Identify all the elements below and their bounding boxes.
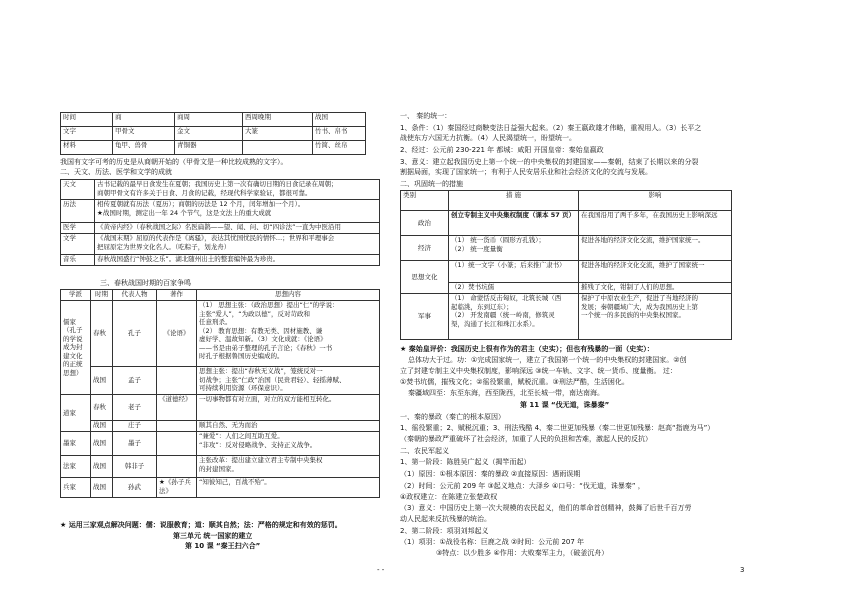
measure-cell: 创立专制主义中央集权制度（课本 57 页）: [449, 211, 579, 236]
content-cell: [197, 432, 380, 456]
school-name: 法家: [61, 456, 91, 478]
section-heading: 一、秦的暴政（秦亡的根本原因）: [400, 413, 505, 421]
person-cell: 孙武: [113, 478, 157, 498]
measure-cell: [449, 236, 579, 261]
table-cell: 龟甲、兽骨: [113, 141, 175, 155]
effect-cell: [579, 294, 732, 340]
text-line: 立了封建专制主义中央集权制度，影响深远 ③统一车轨、文字、统一货币、度量衡。 过：: [400, 367, 677, 375]
school-name: 墨家: [61, 432, 91, 456]
content-line: 把屈原定为世界文化名人。（吃粽子，划龙舟）: [97, 242, 231, 251]
table-cell: 战国: [313, 113, 366, 127]
row-label: 音乐: [61, 255, 95, 266]
content-line: 《黄帝内经》（春秋战国之际）名医扁鹊——望、闻、问、切“四诊法”一直为中医沿用: [97, 223, 341, 231]
table-row: [61, 395, 380, 421]
person-cell: 墨子: [113, 432, 157, 456]
column-header: 学派: [61, 290, 91, 301]
table-row: [61, 421, 380, 432]
content-line: （1） 统一货币（圆形方孔钱）；: [451, 236, 545, 244]
measure-cell: （2）焚书坑儒: [449, 283, 579, 294]
table-row: [401, 261, 732, 283]
table-header-row: [401, 191, 732, 211]
content-line: “兼爱”：人们之间互助互爱。: [199, 432, 284, 440]
content-line: 思想主张：提出“春秋无义战”，笼统反对一: [199, 367, 323, 375]
content-line: （1） 思想主张：（政治思想）提出“仁”的学说：: [199, 301, 339, 309]
content-line: （2） 教育思想：有教无类、因材施教、谦: [199, 326, 323, 335]
category-cell: 政治: [401, 211, 449, 236]
content-cell: [197, 367, 380, 395]
text-line: （3）意义：中国历史上第一次大规模的农民起义，他们的革命首创精神，鼓舞了后世千百万劳: [400, 504, 692, 512]
unit-title: 第三单元 统一国家的建立: [173, 532, 253, 540]
table-row: [61, 255, 380, 266]
table-row: [61, 456, 380, 478]
content-line: 《战国末期》屈原的代表作是《离骚》，表达其忧国忧民的情怀…；世界和平理事会: [97, 234, 335, 242]
table-cell: 西周晚期: [243, 113, 313, 127]
content-line: 发展；秦朝疆域广大，成为我国历史上第: [581, 302, 698, 311]
row-label: 文学: [61, 234, 95, 255]
row-label: 历法: [61, 200, 95, 223]
evaluation-title: ★ 秦始皇评价：我国历史上很有作为的君主（史实）；但也有残暴的一面（史实）：: [400, 345, 654, 353]
section-heading: 二、天文、历法、医学和文学的成就: [60, 168, 172, 176]
table-cell: 时间: [61, 113, 113, 127]
text-line: ④政权建立：在陈建立张楚政权: [400, 493, 498, 501]
table-cell: 竹简、丝帛: [313, 141, 366, 155]
row-label: 医学: [61, 223, 95, 234]
effect-cell: 在我国沿用了两千多年，在我国历史上影响深远: [579, 211, 732, 236]
table-row: [61, 127, 366, 141]
work-cell: [157, 432, 197, 456]
lesson-title: 第 11 课 “伐无道，诛暴秦”: [520, 401, 610, 409]
period-cell: 战国: [91, 421, 113, 432]
text-line: 割据局面，实现了国家统一；有利于人民安居乐业和社会经济文化的交流与发展。: [400, 168, 652, 176]
table-row: [61, 113, 366, 127]
school-name: 兵家: [61, 478, 91, 498]
content-line: 相传夏朝就有历法（夏历）；商朝的历法是 12 个月，闰年增加一个月）。: [97, 200, 305, 208]
content-line: （1） 命蒙恬反击匈奴，北筑长城（西: [451, 294, 562, 302]
content-line: 商朝甲骨文有许多关于日食、月食的记载，经现代科学家验证，都很可靠。: [97, 188, 312, 197]
table-cell: 甲骨文: [113, 127, 175, 141]
content-line: 时孔子根据鲁国历史编成的。: [199, 352, 284, 360]
table-cell: 竹书、帛书: [313, 127, 366, 141]
table-row: [61, 367, 380, 395]
text-line: 3、意义：建立起我国历史上第一个统一的中央集权的封建国家——秦朝，结束了长期以来的分裂: [400, 158, 699, 166]
text-line: 秦疆域四至：东至东海，西至陇西，北至长城一带，南达南海。: [408, 389, 604, 397]
row-content: [95, 180, 380, 200]
table-row: [61, 180, 380, 200]
row-content: [95, 234, 380, 255]
period-cell: 战国: [91, 432, 113, 456]
content-line: 虚好学、温故知新。（3）文化成就：《论语》: [199, 335, 327, 343]
table-row: [401, 294, 732, 340]
text-line: （秦朝的暴政严重破坏了社会经济，加重了人民的负担和苦难，激起人民的反抗）: [400, 435, 652, 443]
effect-cell: 促进各地的经济文化交流，维护了国家统一: [579, 261, 732, 283]
achievements-table: [60, 179, 380, 266]
content-cell: 顺其自然、无为而治: [197, 421, 380, 432]
school-name: 道家: [61, 395, 91, 432]
text-line: 1、第一阶段：陈胜吴广起义（揭竿而起）: [400, 458, 531, 466]
table-cell: 商周: [175, 113, 243, 127]
table-row: [61, 432, 380, 456]
table-cell: 文字: [61, 127, 113, 141]
text-line: 2、第二阶段：项羽刘邦起义: [400, 527, 489, 535]
period-cell: 春秋: [91, 301, 113, 367]
hundred-schools-table: [60, 289, 380, 498]
section-heading: 一、 秦的统一：: [400, 112, 452, 120]
table-row: [401, 236, 732, 261]
table-row: [61, 141, 366, 155]
person-cell: 庄子: [113, 421, 157, 432]
content-line: 主张“爱人”，“为政以德”，反对苛政和: [199, 309, 310, 318]
content-line: 保护了中原农业生产，促进了当地经济的: [581, 294, 698, 302]
text-line: ①焚书坑儒，摧残文化；②徭役繁重，赋税沉重。③刑法严酷，生活困化。: [400, 378, 629, 386]
table-cell: 材料: [61, 141, 113, 155]
table-cell: 商: [113, 113, 175, 127]
text-line: 总体功大于过。功：①完成国家统一，建立了我国第一个统一的中央集权的封建国家。②创: [408, 356, 687, 364]
person-cell: 孟子: [113, 367, 157, 395]
effect-cell: 促进各地的经济文化交流，维护国家统一。: [579, 236, 732, 261]
script-note: 我国有文字可考的历史是从商朝开始的（甲骨文是一种比较成熟的文字）。: [60, 158, 288, 166]
period-cell: 战国: [91, 478, 113, 498]
column-header: 类别: [401, 191, 449, 211]
text-line: 1、徭役繁重；2、赋税沉重；3、刑法残酷 4、秦二世更加残暴（秦二世更加残暴：赵高“指鹿为马”）: [400, 424, 715, 432]
category-cell: 军事: [401, 294, 449, 340]
person-cell: 孔子: [113, 301, 157, 367]
row-label: 天文: [61, 180, 95, 200]
content-line: 古书记载的最早日食发生在夏朝；我国历史上第一次有确切日期的日食记录在周朝；: [97, 180, 338, 188]
text-line: 动人民起来反抗残暴的统治。: [400, 515, 491, 523]
work-cell: 《论语》: [157, 301, 197, 367]
lesson-title: 第 10 课 “秦王扫六合”: [185, 542, 261, 550]
content-line: （2） 开发南疆（统一岭南，修筑灵: [451, 311, 555, 319]
work-cell: 《道德经》: [157, 395, 197, 421]
script-evolution-table: [60, 112, 366, 155]
page-number-left: - -: [377, 566, 385, 574]
column-header: 思想内容: [197, 290, 380, 301]
measure-cell: （1）统一文字（小篆；后来推广隶书）: [449, 261, 579, 283]
school-name: 儒家（孔子的学说成为封建文化的正统思想）: [61, 301, 91, 395]
content-cell: “知彼知己，百战不殆”。: [197, 478, 380, 498]
text-line: （1）原因：①根本原因：秦的暴政 ②直接原因：遇雨误期: [400, 470, 581, 478]
content-line: 起临洮，东到辽东）；: [451, 302, 513, 311]
content-line: 春秋战国盛行“钟鼓之乐”。湖北随州出土的整套编钟最为珍贵。: [97, 255, 280, 263]
content-line: 任意刑杀。: [199, 318, 232, 326]
content-cell: 一切事物都有对立面，对立的双方能相互转化。: [197, 395, 380, 421]
row-content: [95, 255, 380, 266]
row-content: [95, 223, 380, 234]
content-line: 可持续利用资源（环保意识）。: [199, 384, 287, 392]
table-cell: 青铜器: [175, 141, 243, 155]
table-row: [401, 211, 732, 236]
column-header: 时期: [91, 290, 113, 301]
period-cell: 战国: [91, 456, 113, 478]
table-row: [61, 200, 380, 223]
person-cell: 韩非子: [113, 456, 157, 478]
row-content: [95, 200, 380, 223]
section-heading: 三、春秋战国时期的百家争鸣: [100, 279, 191, 287]
column-header: 著作: [157, 290, 197, 301]
content-line: ★战国时期，测定出一年 24 个节气，这是文法上的重大成就: [97, 208, 272, 217]
text-line: （1）项羽：①战役名称：巨鹿之战 ②时间：公元前 207 年: [400, 538, 585, 546]
work-cell: [157, 456, 197, 478]
column-header: 措 施: [449, 191, 579, 211]
page-number-right: 3: [740, 566, 745, 574]
content-line: 切战争；主张“仁政”治国（民贵君轻）、轻摇薄赋、: [199, 375, 346, 384]
table-cell: [243, 141, 313, 155]
period-cell: 春秋: [91, 395, 113, 421]
text-line: （2）时间：公元前 209 年 ③起义地点：大泽乡 ④口号：“伐无道，诛暴秦” ，: [400, 482, 645, 490]
text-line: 战使东方六国无力抗衡。（4）人民渴望统一，盼望统一。: [400, 134, 576, 142]
table-header-row: [61, 290, 380, 301]
content-cell: [197, 456, 380, 478]
column-header: 影响: [579, 191, 732, 211]
effect-cell: 摧残了文化，钳制了人们的思想。: [579, 283, 732, 294]
column-header: 代表人物: [113, 290, 157, 301]
content-cell: [197, 301, 380, 367]
work-cell: [157, 421, 197, 432]
period-cell: 战国: [91, 367, 113, 395]
content-line: 的封建国家。: [199, 464, 238, 473]
category-cell: 思想文化: [401, 261, 449, 294]
content-line: （2） 统一度量衡: [451, 244, 503, 253]
section-heading: 二、农民军起义: [400, 447, 449, 455]
section-heading: 二、巩固统一的措施: [400, 180, 463, 188]
table-cell: 金文: [175, 127, 243, 141]
consolidation-measures-table: [400, 190, 732, 340]
person-cell: 老子: [113, 395, 157, 421]
table-row: [61, 301, 380, 367]
table-row: [61, 223, 380, 234]
table-row: [401, 283, 732, 294]
category-cell: 经济: [401, 236, 449, 261]
text-line: 1、条件：（1）秦国经过商鞅变法日益强大起来。（2）秦王嬴政雄才伟略，重视用人。（3）长平之: [400, 124, 702, 132]
work-cell: [157, 367, 197, 395]
three-schools-note: ★ 运用三家观点解决问题：儒：说服教育；道：顺其自然；法：严格的规定和有效的惩罚。: [60, 521, 342, 529]
measure-cell: [449, 294, 579, 340]
table-row: [61, 478, 380, 498]
content-line: 主张改革：提出建立建立君主专制中央集权: [199, 456, 323, 464]
content-line: 渠，沟通了长江和珠江水系）。: [451, 319, 539, 328]
content-line: ——书是由弟子整理的孔子言论；《春秋》一书: [199, 343, 333, 352]
content-line: 一个统一的多民族的中央集权国家。: [581, 311, 685, 319]
table-cell: 大篆: [243, 127, 313, 141]
text-line: ③特点：以少胜多 ④作用：大败秦军主力，（破釜沉舟）: [436, 549, 609, 557]
text-line: 2、经过：公元前 230-221 年 都城：咸阳 开国皇帝：秦始皇嬴政: [400, 146, 604, 154]
content-line: “非攻”：反对侵略战争、支持正义战争。: [199, 440, 317, 449]
table-row: [61, 234, 380, 255]
work-cell: ★《孙子兵法》: [157, 478, 197, 498]
